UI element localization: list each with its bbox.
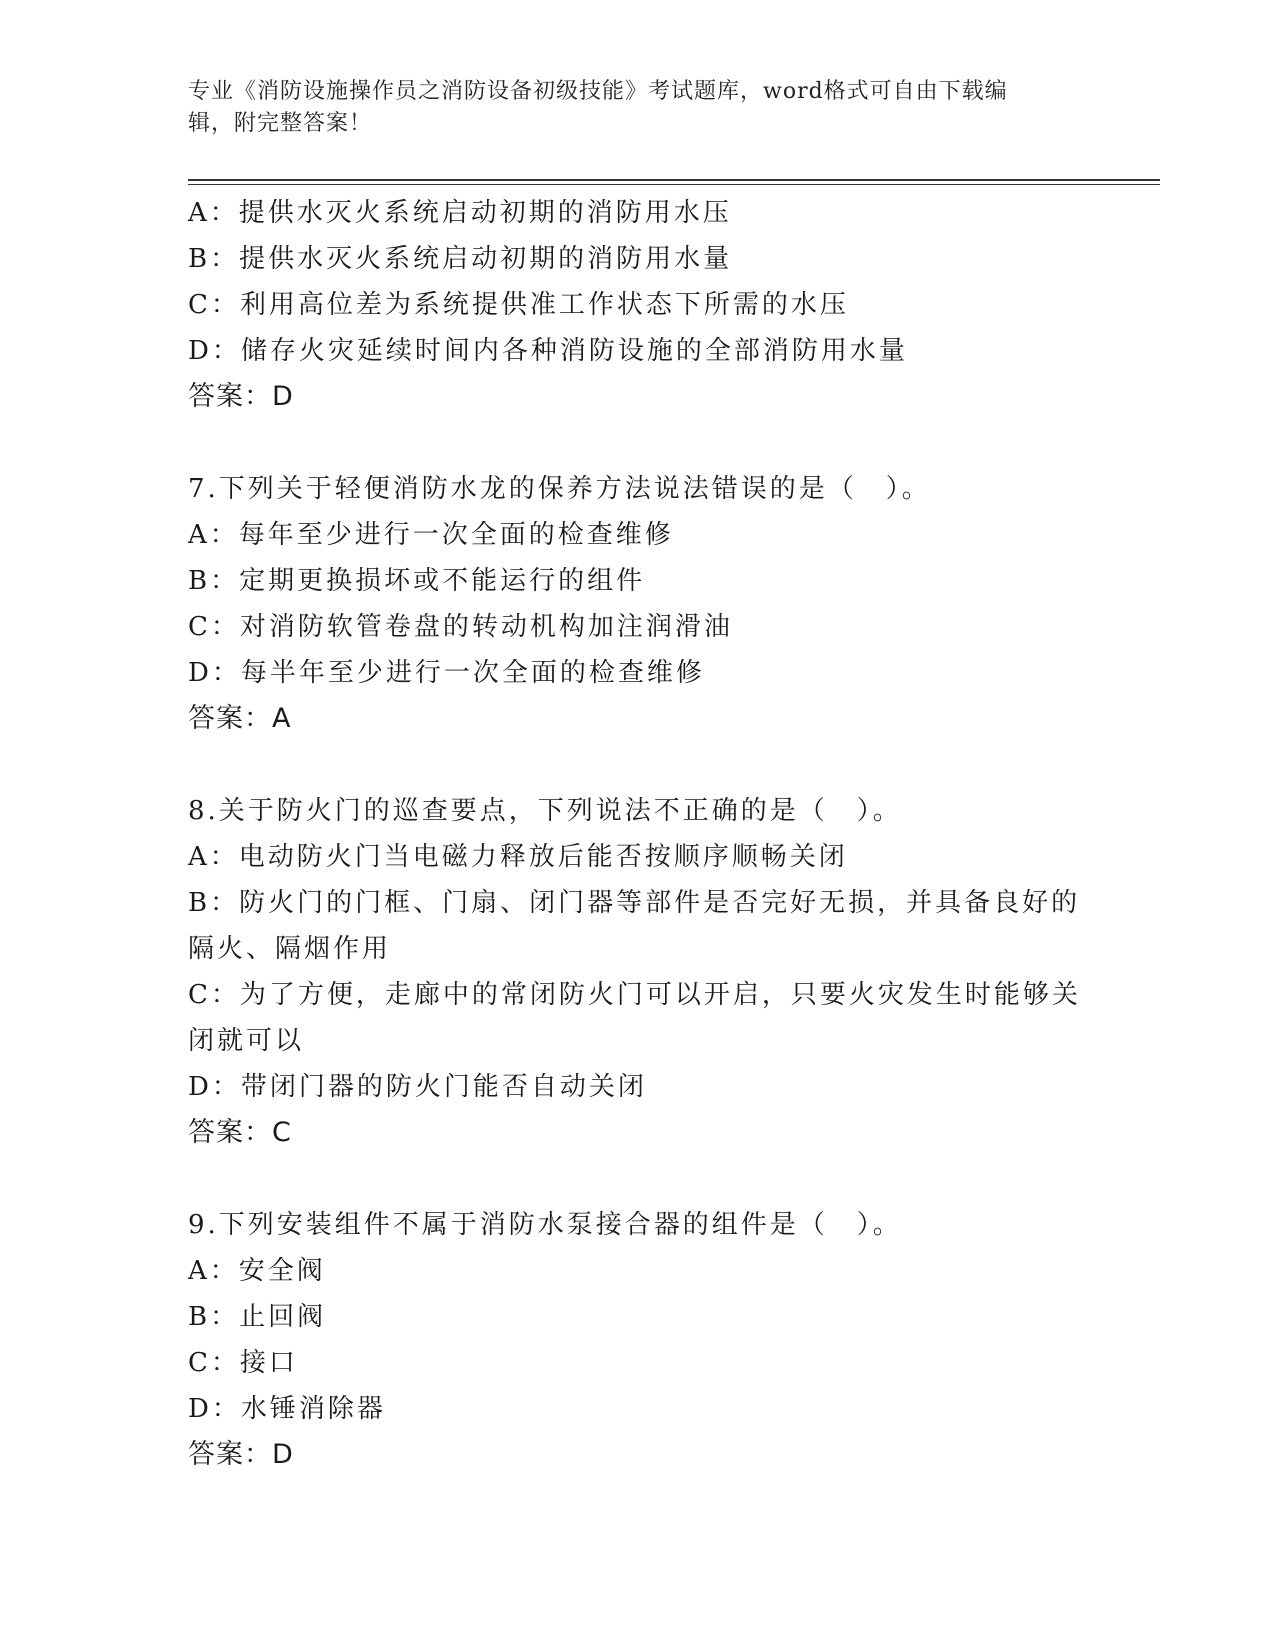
option-c-continued: 闭就可以 [188, 1026, 305, 1056]
spacer [188, 420, 1088, 466]
answer-line: 答案：D [188, 1439, 294, 1470]
option-d: D：每半年至少进行一次全面的检查维修 [188, 658, 705, 688]
question-block-9 [188, 1202, 1088, 1478]
option-b: B：定期更换损坏或不能运行的组件 [188, 566, 646, 596]
option-d: D：储存火灾延续时间内各种消防设施的全部消防用水量 [188, 336, 908, 366]
option-a: A：提供水灭火系统启动初期的消防用水压 [188, 198, 732, 228]
header-rule-thin [188, 184, 1160, 185]
question-text: 9.下列安装组件不属于消防水泵接合器的组件是（ ）。 [188, 1210, 902, 1240]
option-b: B：提供水灭火系统启动初期的消防用水量 [188, 244, 733, 274]
option-a: A：电动防火门当电磁力释放后能否按顺序顺畅关闭 [188, 842, 848, 872]
spacer [188, 1156, 1088, 1202]
header-rule-thick [188, 179, 1160, 181]
question-block-6 [188, 190, 1088, 420]
option-d: D：带闭门器的防火门能否自动关闭 [188, 1072, 647, 1102]
answer-line: 答案：D [188, 381, 294, 412]
header-line-1: 专业《消防设施操作员之消防设备初级技能》考试题库，word格式可自由下载编 [188, 79, 1008, 104]
option-a: A：每年至少进行一次全面的检查维修 [188, 520, 674, 550]
option-a: A：安全阀 [188, 1256, 326, 1286]
question-text: 8.关于防火门的巡查要点，下列说法不正确的是（ ）。 [188, 796, 902, 826]
option-c: C：对消防软管卷盘的转动机构加注润滑油 [188, 612, 733, 642]
question-block-8 [188, 788, 1088, 1156]
question-text: 7.下列关于轻便消防水龙的保养方法说法错误的是（ ）。 [188, 474, 931, 504]
option-c: C：利用高位差为系统提供准工作状态下所需的水压 [188, 290, 849, 320]
document-header [188, 76, 1068, 140]
answer-line: 答案：C [188, 1117, 292, 1148]
option-c: C：为了方便，走廊中的常闭防火门可以开启，只要火灾发生时能够关 [188, 980, 1081, 1010]
option-b: B：止回阀 [188, 1302, 327, 1332]
question-block-7 [188, 466, 1088, 742]
option-b: B：防火门的门框、门扇、闭门器等部件是否完好无损，并具备良好的 [188, 888, 1081, 918]
spacer [188, 742, 1088, 788]
answer-line: 答案：A [188, 703, 292, 734]
option-c: C：接口 [188, 1348, 298, 1378]
option-b-continued: 隔火、隔烟作用 [188, 934, 392, 964]
question-list [188, 190, 1088, 1478]
header-line-2: 辑，附完整答案！ [188, 111, 373, 136]
option-d: D：水锤消除器 [188, 1394, 386, 1424]
